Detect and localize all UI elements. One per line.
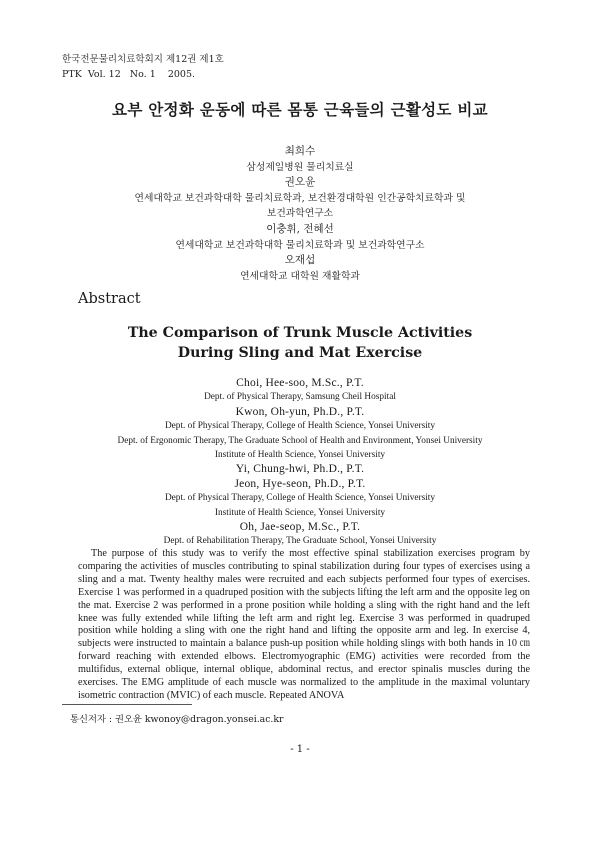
journal-header (62, 52, 224, 82)
author-affiliation: 연세대학교 대학원 재활학과 (240, 270, 360, 282)
author-affiliation: 삼성제일병원 물리치료실 (246, 161, 354, 173)
footnote-divider (62, 704, 192, 705)
author-name: Choi, Hee-soo, M.Sc., P.T. (236, 377, 364, 389)
author-affiliation: Institute of Health Science, Yonsei University (214, 507, 386, 518)
author-affiliation: Dept. of Physical Therapy, College of Health Science, Yonsei University (164, 421, 436, 432)
author-name: Jeon, Hye-seon, Ph.D., P.T. (234, 477, 366, 490)
author-name: 권오윤 (284, 176, 316, 189)
author-name: Yi, Chung-hwi, Ph.D., P.T. (235, 463, 365, 476)
abstract-heading: Abstract (78, 291, 141, 307)
author-affiliation: Dept. of Rehabilitation Therapy, The Graduate School, Yonsei University (163, 536, 437, 547)
author-affiliation: 보건과학연구소 (266, 208, 334, 220)
author-name: 최희수 (284, 145, 316, 157)
authors-english (0, 376, 600, 549)
journal-name: 한국전문물리치료학회지 제12권 제1호 (62, 54, 224, 65)
author-name: Kwon, Oh-yun, Ph.D., P.T. (235, 405, 365, 418)
author-affiliation: Dept. of Ergonomic Therapy, The Graduate School of Health and Environment, Yonsei University (117, 435, 483, 446)
author-affiliation: 연세대학교 보건과학대학 물리치료학과, 보건환경대학원 인간공학치료학과 및 (134, 192, 466, 204)
journal-volume: PTK Vol. 12 No. 1 2005. (62, 69, 196, 80)
author-name: 이충휘, 전혜선 (266, 222, 334, 235)
author-affiliation: 연세대학교 보건과학대학 물리치료학과 및 보건과학연구소 (175, 239, 425, 251)
abstract-body: The purpose of this study was to verify the most effective spinal stabilization exercises program by comparing the activities of muscles contributing to spinal stabilization during four types of exercises using a sling and a mat. Twenty healthy males were recruited and each subjects performed four types of exercises. Exercise 1 was performed in a quadruped position with the subjects lifting the left arm and the opposite leg on the mat. Exercise 2 was performed in a prone position while holding a sling with the right hand and the left knee was fully extended while lifting the left arm and right leg. Exercise 3 was performed in quadruped position while holding a sling with one the right hand and lifting the opposite arm and leg. In exercise 4, subjects were instructed to maintain a balance push-up position while holding slings with both hands in 10 ㎝ forward reaching with extended elbows. Electromyographic (EMG) activities were recorded from the multifidus, external oblique, internal oblique, abdominal rectus, and erector spinalis muscles during the exercises. The EMG amplitude of each muscle was normalized to the amplitude in the maximal voluntary isometric contraction (MVIC) of each muscle. Repeated ANOVA (78, 548, 530, 701)
title-english (0, 323, 600, 363)
title-korean: 요부 안정화 운동에 따른 몸통 근육들의 근활성도 비교 (112, 101, 488, 119)
author-affiliation: Dept. of Physical Therapy, Samsung Cheil Hospital (204, 392, 396, 403)
authors-korean (0, 144, 600, 284)
corresponding-author-footnote: 통신저자 : 권오윤 kwonoy@dragon.yonsei.ac.kr (70, 714, 284, 725)
title-english-line-2: During Sling and Mat Exercise (177, 345, 423, 361)
author-affiliation: Institute of Health Science, Yonsei University (214, 449, 386, 460)
author-name: 오재섭 (284, 254, 316, 267)
page-number: - 1 - (290, 744, 310, 755)
author-name: Oh, Jae-seop, M.Sc., P.T. (239, 520, 361, 533)
title-english-line-1: The Comparison of Trunk Muscle Activities (127, 325, 473, 341)
author-affiliation: Dept. of Physical Therapy, College of Health Science, Yonsei University (164, 493, 436, 504)
